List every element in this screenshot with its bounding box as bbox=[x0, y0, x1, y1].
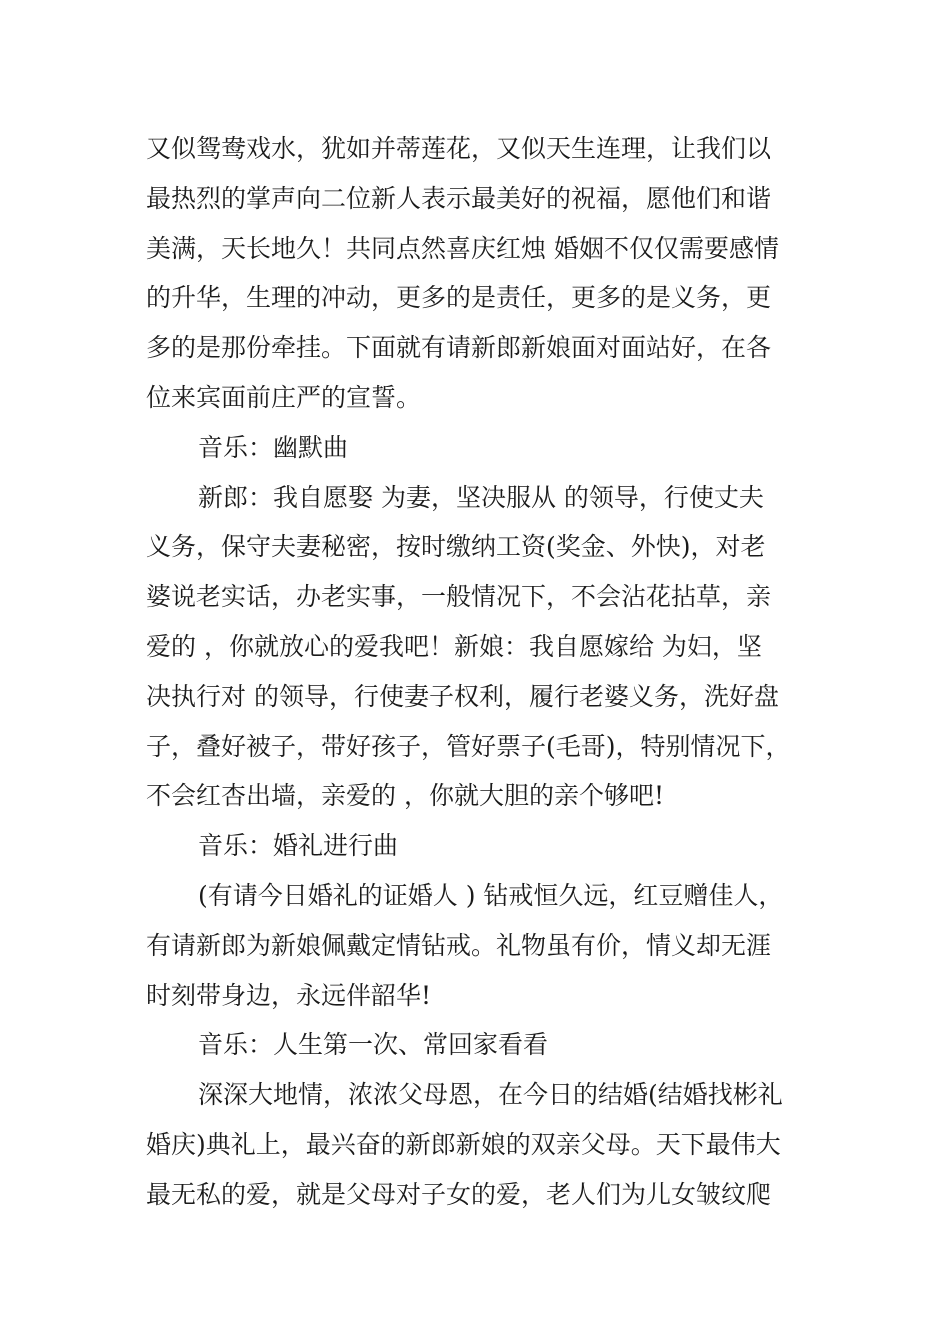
text-line: 的升华，生理的冲动，更多的是责任，更多的是义务，更 bbox=[146, 283, 772, 313]
document-body bbox=[146, 124, 836, 1220]
text-line: 最无私的爱，就是父母对子女的爱，老人们为儿女皱纹爬 bbox=[146, 1179, 772, 1209]
text-line: 音乐：婚礼进行曲 bbox=[198, 831, 399, 861]
paragraph bbox=[146, 1070, 836, 1219]
text-line: 爱的 ，你就放心的爱我吧！新娘：我自愿嫁给 为妇，坚 bbox=[146, 631, 762, 661]
text-line: 美满，天长地久！共同点然喜庆红烛 婚姻不仅仅需要感情 bbox=[146, 233, 779, 263]
text-line: 又似鸳鸯戏水，犹如并蒂莲花，又似天生连理，让我们以 bbox=[146, 134, 772, 163]
paragraph bbox=[146, 871, 836, 1020]
paragraph bbox=[146, 124, 836, 423]
text-line: 子，叠好被子，带好孩子，管好票子(毛哥)，特别情况下， bbox=[146, 731, 791, 761]
text-line: (有请今日婚礼的证婚人 ) 钻戒恒久远，红豆赠佳人， bbox=[198, 880, 784, 910]
text-line: 音乐：幽默曲 bbox=[198, 432, 349, 462]
text-line: 深深大地情，浓浓父母恩，在今日的结婚(结婚找彬礼 bbox=[198, 1080, 783, 1110]
text-line: 决执行对 的领导，行使妻子权利，履行老婆义务，洗好盘 bbox=[146, 681, 779, 711]
text-line: 新郎：我自愿娶 为妻，坚决服从 的领导，行使丈夫 bbox=[198, 482, 764, 512]
text-line: 不会红杏出墙，亲爱的 ，你就大胆的亲个够吧! bbox=[146, 781, 664, 811]
text-line: 义务，保守夫妻秘密，按时缴纳工资(奖金、外快)，对老 bbox=[146, 532, 766, 562]
paragraph bbox=[146, 423, 836, 473]
text-line: 有请新郎为新娘佩戴定情钻戒。礼物虽有价，情义却无涯 bbox=[146, 930, 772, 960]
paragraph bbox=[146, 473, 836, 822]
text-line: 位来宾面前庄严的宣誓。 bbox=[146, 382, 422, 412]
text-line: 最热烈的掌声向二位新人表示最美好的祝福，愿他们和谐 bbox=[146, 183, 772, 213]
text-line: 多的是那份牵挂。下面就有请新郎新娘面对面站好，在各 bbox=[146, 333, 772, 363]
text-line: 时刻带身边，永远伴韶华! bbox=[146, 980, 432, 1010]
text-line: 婚庆)典礼上，最兴奋的新郎新娘的双亲父母。天下最伟大 bbox=[146, 1129, 781, 1159]
text-line: 音乐：人生第一次、常回家看看 bbox=[198, 1030, 549, 1060]
text-line: 婆说老实话，办老实事，一般情况下，不会沾花拈草，亲 bbox=[146, 582, 772, 612]
paragraph bbox=[146, 1020, 836, 1070]
paragraph bbox=[146, 821, 836, 871]
